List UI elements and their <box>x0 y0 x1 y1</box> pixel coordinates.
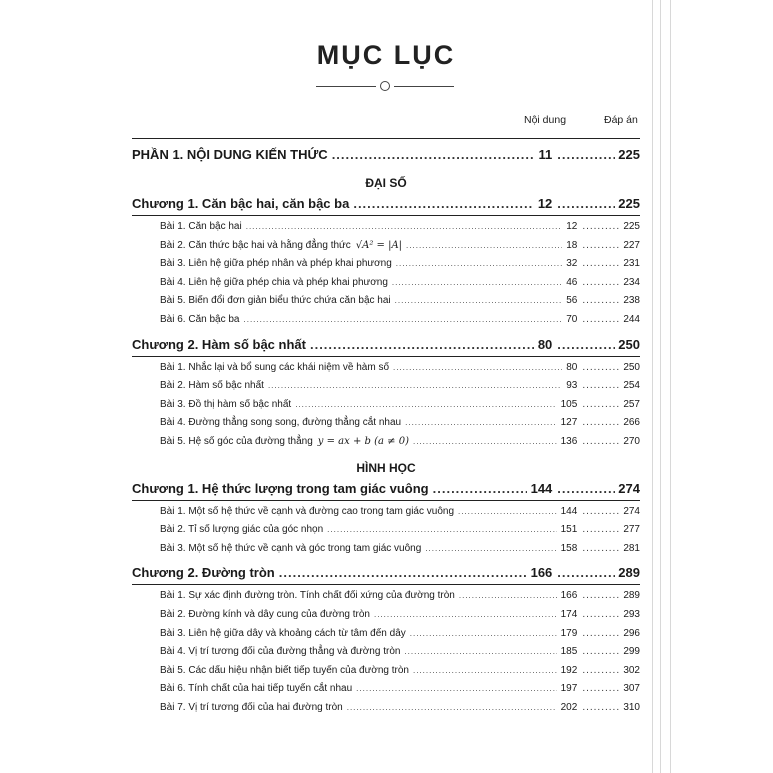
answer-page-number: 254 <box>623 380 640 392</box>
page-number: 179 <box>560 627 578 639</box>
answer-page-number: 238 <box>623 295 640 307</box>
toc-lesson[interactable] <box>160 380 640 391</box>
toc-lesson[interactable] <box>160 258 640 269</box>
answer-page-number: 293 <box>623 609 640 620</box>
toc-chapter-label: Chương 2. Đường tròn <box>132 565 275 581</box>
page-number: 202 <box>560 702 578 713</box>
answer-page-number: 257 <box>623 398 640 410</box>
toc-chapter-label: Chương 1. Căn bậc hai, căn bậc ba <box>132 196 350 211</box>
toc-lesson[interactable] <box>160 221 640 232</box>
toc-lesson[interactable] <box>160 702 640 713</box>
page-number: 166 <box>530 565 553 581</box>
dot-leader <box>353 196 534 211</box>
dot-leader <box>295 400 556 409</box>
toc-lesson-label: Bài 5. Các dấu hiệu nhận biết tiếp tuyến của đường tròn <box>160 664 409 676</box>
chapter-underline <box>132 584 640 585</box>
page-number: 197 <box>560 683 578 695</box>
toc-chapter[interactable] <box>132 337 640 352</box>
dot-leader <box>406 241 562 250</box>
toc-lesson[interactable] <box>160 362 640 373</box>
toc-lesson-label: Bài 3. Một số hệ thức về cạnh và góc trong tam giác vuông <box>160 542 422 554</box>
answer-page-number: 231 <box>623 258 640 270</box>
toc-lesson-label: Bài 1. Căn bậc hai <box>160 221 242 232</box>
dot-leader <box>404 647 556 656</box>
toc-lesson[interactable] <box>160 665 640 676</box>
toc-chapter-label: Chương 2. Hàm số bậc nhất <box>132 336 306 352</box>
page-number: 32 <box>566 258 578 270</box>
page-number: 93 <box>566 380 578 392</box>
page-title: MỤC LỤC <box>316 40 456 70</box>
answer-page-number: 299 <box>623 646 640 658</box>
page-number: 56 <box>566 295 578 307</box>
toc-lesson-label: Bài 3. Liên hệ giữa dây và khoảng cách từ tâm đến dây <box>160 627 406 639</box>
dot-leader <box>582 524 620 535</box>
page-number: 70 <box>566 314 578 325</box>
toc-lesson[interactable] <box>160 277 640 288</box>
page-number: 127 <box>560 417 578 429</box>
dot-leader <box>582 399 620 410</box>
answer-page-number: 296 <box>623 627 640 639</box>
toc-lesson[interactable] <box>160 543 640 554</box>
page-number: 11 <box>538 147 553 162</box>
toc-chapter[interactable] <box>132 196 640 211</box>
dot-leader <box>557 565 615 580</box>
answer-page-number: 277 <box>623 524 640 536</box>
toc-lesson-label: Bài 6. Căn bậc ba <box>160 314 240 325</box>
dot-leader <box>347 703 557 712</box>
dot-leader <box>356 684 556 693</box>
dot-leader <box>582 436 620 447</box>
header-separator <box>132 138 640 139</box>
dot-leader <box>405 418 557 427</box>
dot-leader <box>410 629 557 638</box>
dot-leader <box>425 544 556 553</box>
toc-chapter-label: Chương 1. Hệ thức lượng trong tam giác vuông <box>132 480 429 496</box>
dot-leader <box>582 240 620 251</box>
toc-lesson[interactable] <box>160 628 640 639</box>
page-number: 18 <box>566 239 578 251</box>
dot-leader <box>374 610 557 619</box>
toc-lesson[interactable] <box>160 399 640 410</box>
dot-leader <box>392 278 562 287</box>
title-ornament <box>316 79 456 93</box>
page-edge-line <box>652 0 653 773</box>
dot-leader <box>582 683 620 694</box>
toc-lesson[interactable] <box>160 295 640 306</box>
answer-page-number: 225 <box>623 221 640 232</box>
dot-leader <box>557 196 615 211</box>
toc-lesson-label: Bài 4. Liên hệ giữa phép chia và phép khai phương <box>160 276 388 288</box>
answer-page-number: 307 <box>623 683 640 695</box>
dot-leader <box>582 417 620 428</box>
page-number: 166 <box>560 590 578 602</box>
dot-leader <box>327 525 556 534</box>
page-number: 192 <box>560 664 578 676</box>
dot-leader <box>582 702 620 713</box>
page-number: 12 <box>537 196 553 211</box>
toc-lesson[interactable] <box>160 590 640 601</box>
answer-page-number: 289 <box>623 590 640 602</box>
answer-page-number: 225 <box>618 196 640 211</box>
toc-lesson-label: Bài 4. Vị trí tương đối của đường thẳng và đường tròn <box>160 646 401 658</box>
dot-leader <box>310 337 534 352</box>
dot-leader <box>582 609 620 620</box>
answer-page-number: 225 <box>618 147 640 162</box>
dot-leader <box>582 295 620 306</box>
toc-lesson[interactable] <box>160 240 640 251</box>
formula: √A² = |A| <box>355 239 403 251</box>
page-number: 136 <box>560 436 578 447</box>
toc-lesson[interactable] <box>160 524 640 535</box>
dot-leader <box>459 591 557 600</box>
dot-leader <box>582 646 620 657</box>
dot-leader <box>582 314 620 325</box>
section-heading: ĐẠI SỐ <box>365 176 407 190</box>
toc-part-label: PHẦN 1. NỘI DUNG KIẾN THỨC <box>132 147 328 162</box>
dot-leader <box>393 363 562 372</box>
toc-lesson-label: Bài 2. Đường kính và dây cung của đường tròn <box>160 609 370 620</box>
chapter-underline <box>132 356 640 357</box>
page-number: 105 <box>560 398 578 410</box>
answer-page-number: 302 <box>623 664 640 676</box>
dot-leader <box>582 628 620 639</box>
toc-lesson-label: Bài 6. Tính chất của hai tiếp tuyến cắt nhau <box>160 683 353 695</box>
toc-part[interactable] <box>132 147 640 162</box>
toc-lesson-label: Bài 5. Hệ số góc của đường thẳng y = ax + b (a ≠ 0) <box>160 436 409 447</box>
dot-leader <box>413 437 557 446</box>
page-edge-line <box>660 0 661 773</box>
toc-lesson-label: Bài 1. Nhắc lại và bổ sung các khái niệm về hàm số <box>160 361 390 373</box>
page-number: 80 <box>537 336 553 352</box>
toc-lesson-label: Bài 1. Một số hệ thức về cạnh và đường cao trong tam giác vuông <box>160 505 454 517</box>
page-edge-line <box>670 0 671 773</box>
dot-leader <box>582 277 620 288</box>
dot-leader <box>557 337 615 352</box>
dot-leader <box>582 543 620 554</box>
page-number: 80 <box>566 361 578 373</box>
dot-leader <box>458 507 557 516</box>
formula: y = ax + b (a ≠ 0) <box>317 436 409 447</box>
dot-leader <box>582 506 620 517</box>
toc-lesson[interactable] <box>160 506 640 517</box>
toc-lesson-label: Bài 2. Căn thức bậc hai và hằng đẳng thức √A² = |A| <box>160 239 403 251</box>
toc-lesson-label: Bài 2. Tỉ số lượng giác của góc nhọn <box>160 524 324 536</box>
toc-lesson-label: Bài 3. Đồ thị hàm số bậc nhất <box>160 398 292 410</box>
dot-leader <box>279 565 527 580</box>
answer-page-number: 281 <box>623 542 640 554</box>
dot-leader <box>246 222 562 231</box>
dot-leader <box>557 481 615 496</box>
column-header-answer: Đáp án <box>604 114 638 126</box>
dot-leader <box>395 296 563 305</box>
dot-leader <box>433 481 527 496</box>
answer-page-number: 310 <box>623 702 640 713</box>
page-number: 12 <box>566 221 578 232</box>
page-number: 174 <box>560 609 578 620</box>
dot-leader <box>582 362 620 373</box>
page-number: 144 <box>530 480 553 496</box>
toc-lesson-label: Bài 2. Hàm số bậc nhất <box>160 380 264 392</box>
toc-lesson[interactable] <box>160 609 640 620</box>
toc-chapter[interactable] <box>132 565 640 580</box>
answer-page-number: 244 <box>623 314 640 325</box>
toc-chapter[interactable] <box>132 481 640 496</box>
dot-leader <box>582 380 620 391</box>
toc-lesson[interactable] <box>160 417 640 428</box>
answer-page-number: 227 <box>623 239 640 251</box>
dot-leader <box>582 221 620 232</box>
dot-leader <box>557 147 615 162</box>
answer-page-number: 250 <box>618 336 640 352</box>
toc-lesson-label: Bài 7. Vị trí tương đối của hai đường tròn <box>160 702 343 713</box>
toc-lesson[interactable] <box>160 646 640 657</box>
answer-page-number: 274 <box>618 480 640 496</box>
column-header-content: Nội dung <box>524 114 567 126</box>
chapter-underline <box>132 215 640 216</box>
dot-leader <box>582 665 620 676</box>
page-number: 185 <box>560 646 578 658</box>
page-number: 144 <box>560 505 578 517</box>
dot-leader <box>268 381 562 390</box>
answer-page-number: 250 <box>623 361 640 373</box>
answer-page-number: 289 <box>618 565 640 581</box>
answer-page-number: 266 <box>623 417 640 429</box>
dot-leader <box>332 147 535 162</box>
answer-page-number: 270 <box>623 436 640 447</box>
toc-lesson[interactable] <box>160 314 640 325</box>
page-number: 151 <box>560 524 578 536</box>
page-number: 46 <box>566 276 578 288</box>
answer-page-number: 274 <box>623 505 640 517</box>
dot-leader <box>244 315 563 324</box>
chapter-underline <box>132 500 640 501</box>
toc-lesson[interactable] <box>160 683 640 694</box>
page-number: 158 <box>560 542 578 554</box>
section-heading: HÌNH HỌC <box>356 460 416 475</box>
toc-lesson-label: Bài 3. Liên hệ giữa phép nhân và phép khai phương <box>160 258 392 270</box>
toc-lesson[interactable] <box>160 436 640 447</box>
dot-leader <box>413 666 557 675</box>
toc-lesson-label: Bài 4. Đường thẳng song song, đường thẳng cắt nhau <box>160 417 402 429</box>
dot-leader <box>582 258 620 269</box>
dot-leader <box>582 590 620 601</box>
dot-leader <box>396 259 562 268</box>
toc-lesson-label: Bài 1. Sự xác định đường tròn. Tính chất đối xứng của đường tròn <box>160 590 455 602</box>
toc-lesson-label: Bài 5. Biến đổi đơn giản biểu thức chứa căn bậc hai <box>160 295 391 307</box>
answer-page-number: 234 <box>623 276 640 288</box>
